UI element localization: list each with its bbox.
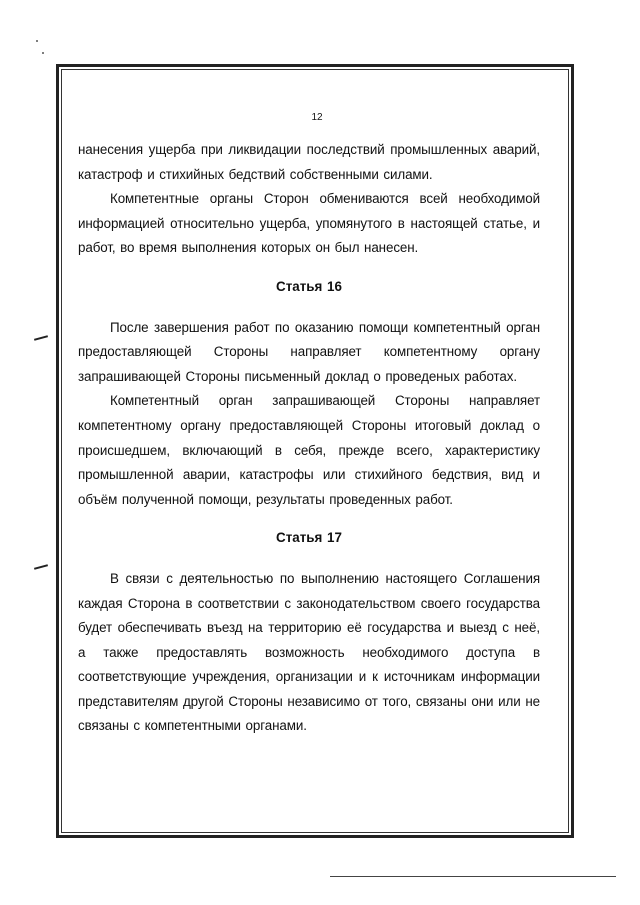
paragraph: В связи с деятельностью по выполнению настоящего Соглашения каждая Сторона в соответствии с законодательством своего государства будет обеспечивать въезд на территорию её государства и выезд с неё, а также предоставлять возможность необходимого доступа в соответствующие учреждения, организации и к источникам информации представителям другой Стороны независимо от того, связаны они или не связаны с компетентными органами. — [78, 570, 540, 734]
binding-mark-bottom — [34, 564, 48, 570]
bottom-rule — [330, 876, 616, 877]
paragraph-continuation: нанесения ущерба при ликвидации последствий промышленных аварий, катастроф и стихийных бедствий собственными силами. — [78, 142, 540, 182]
paragraph: Компетентный орган запрашивающей Стороны направляет компетентному органу предоставляющей Стороны итоговый доклад о происшедшем, включающий в себя, прежде всего, характеристику промышленной аварии, катастрофы или стихийного бедствия, вид и объём полученной помощи, результаты проведенных работ. — [78, 393, 540, 507]
article-17-heading: Статья 17 — [276, 530, 342, 546]
paragraph: Компетентные органы Сторон обмениваются всей необходимой информацией относительно ущерба, упомянутого в настоящей статье, и работ, во время выполнения которых он был нанесен. — [78, 191, 540, 256]
binding-mark-top — [34, 335, 48, 341]
page-number: 12 — [311, 112, 323, 123]
paragraph: После завершения работ по оказанию помощи компетентный орган предоставляющей Стороны направляет компетентному органу запрашивающей Стороны письменный доклад о проведеных работах. — [78, 319, 540, 384]
scan-speck — [36, 40, 38, 42]
article-16-heading: Статья 16 — [276, 278, 342, 294]
document-body — [78, 112, 540, 739]
scan-speck — [42, 52, 44, 54]
